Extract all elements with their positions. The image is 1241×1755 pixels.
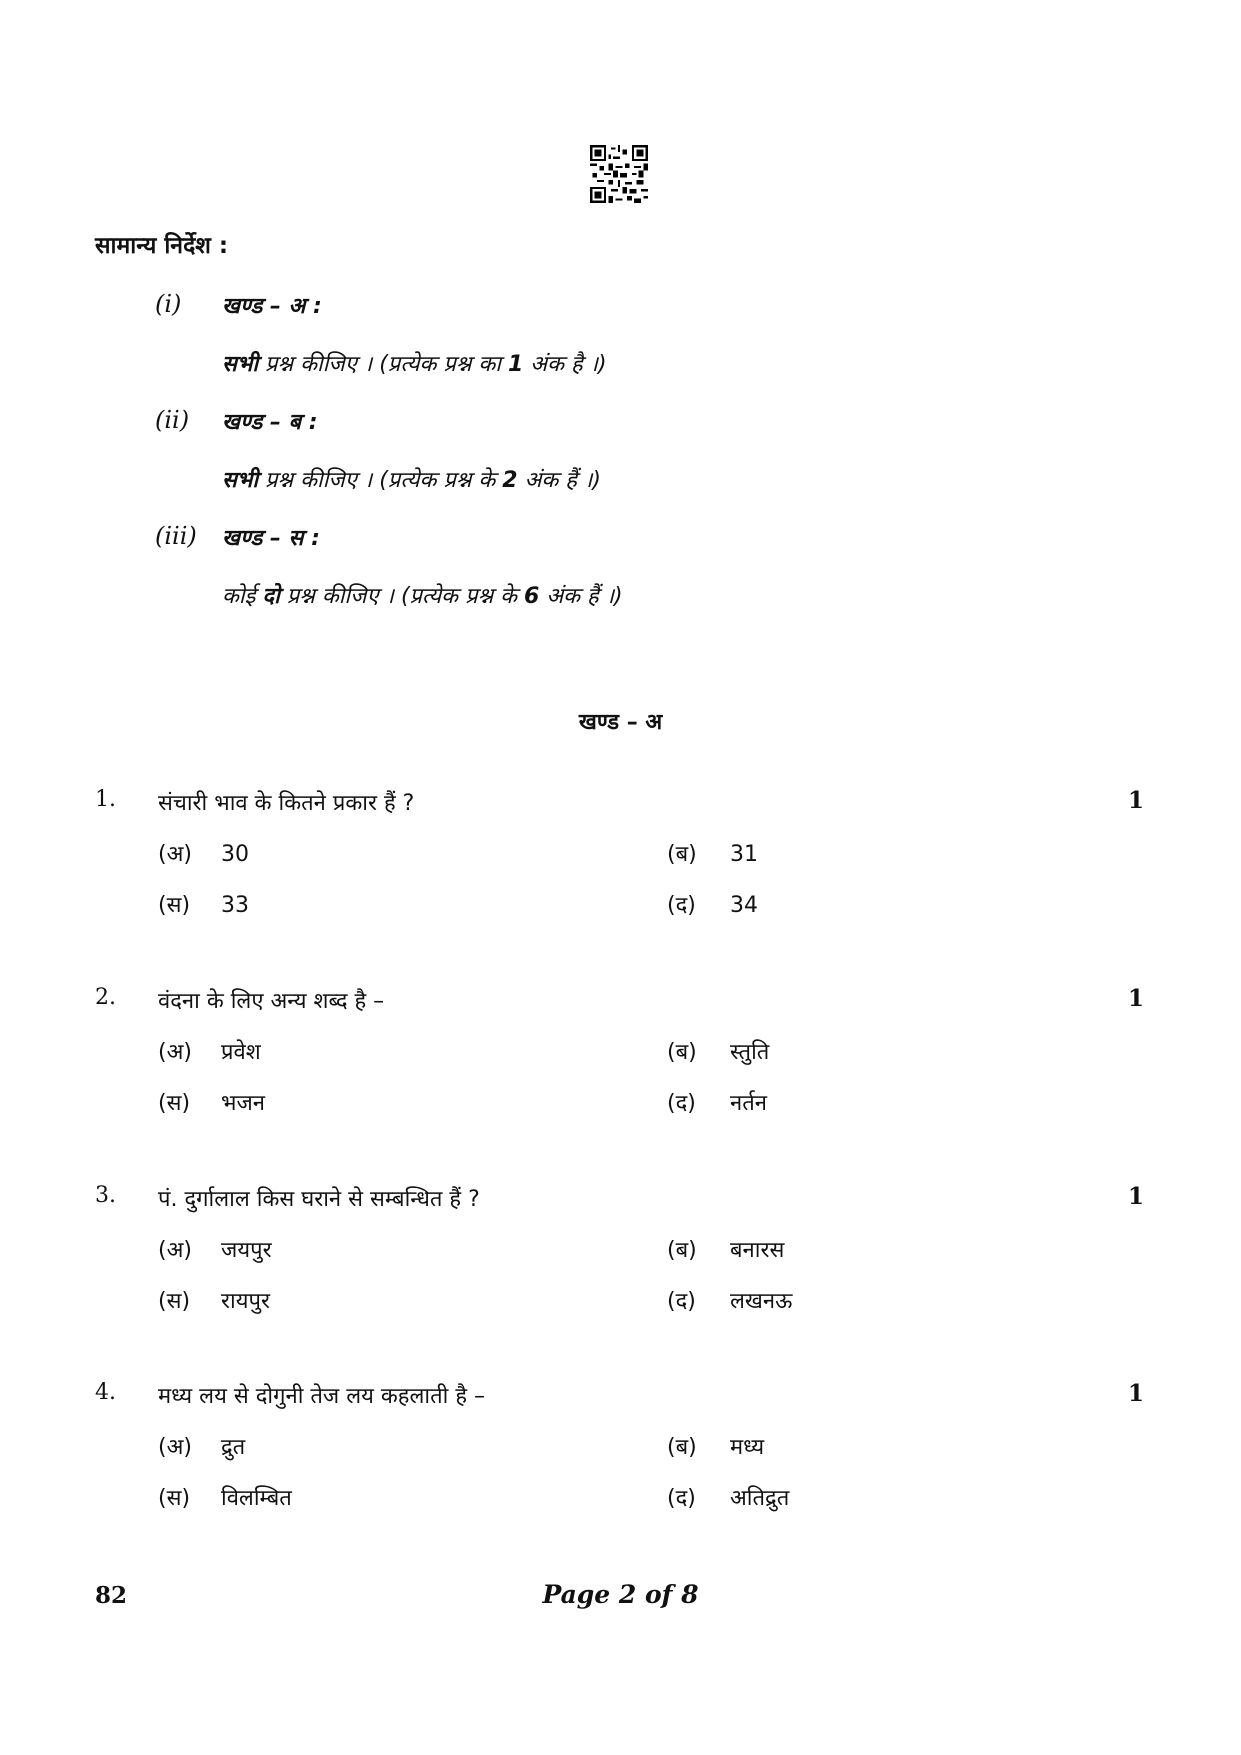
option-label: (स) xyxy=(158,1091,191,1116)
question-number: 2. xyxy=(95,985,116,1010)
option-label: (स) xyxy=(158,893,191,918)
option xyxy=(158,1285,270,1315)
option xyxy=(158,1036,261,1066)
option xyxy=(667,1234,784,1264)
option xyxy=(158,1087,265,1117)
instruction-text-rest: प्रश्न कीजिए । (प्रत्येक प्रश्न के xyxy=(258,468,503,493)
option-label: (ब) xyxy=(667,842,697,867)
option-label: (ब) xyxy=(667,1040,697,1065)
option-value: नर्तन xyxy=(730,1091,767,1116)
instruction-emphasis: सभी xyxy=(222,352,259,377)
option-label: (स) xyxy=(158,1486,191,1511)
option-label: (द) xyxy=(667,893,696,918)
page-number: Page 2 of 8 xyxy=(542,1580,699,1609)
option xyxy=(158,1234,272,1264)
option-value: स्तुति xyxy=(730,1040,770,1065)
instruction-text-rest: प्रश्न कीजिए । (प्रत्येक प्रश्न के xyxy=(279,584,525,609)
qr-code-icon xyxy=(590,145,648,203)
instruction-text-end: अंक हैं ।) xyxy=(517,468,601,493)
instruction-marks: 2 xyxy=(502,468,518,493)
question-number: 4. xyxy=(95,1380,116,1405)
option xyxy=(667,838,758,868)
instruction-text xyxy=(222,348,607,378)
instruction-section-title: खण्ड – ब : xyxy=(222,410,318,435)
option xyxy=(667,1431,764,1461)
option-value: द्रुत xyxy=(221,1435,246,1460)
instruction-section-title: खण्ड – स : xyxy=(222,526,320,551)
instruction-section-title: खण्ड – अ : xyxy=(222,294,322,319)
instruction-text-end: अंक हैं ।) xyxy=(539,584,623,609)
question-marks: 1 xyxy=(1128,1183,1145,1210)
question-number: 3. xyxy=(95,1183,116,1208)
option xyxy=(667,1087,767,1117)
instruction-number: (i) xyxy=(155,290,182,318)
option-value: 31 xyxy=(730,842,758,867)
option-value: विलम्बित xyxy=(221,1486,292,1511)
option-value: अतिद्रुत xyxy=(730,1486,790,1511)
question-text: वंदना के लिए अन्य शब्द है – xyxy=(158,989,385,1014)
option xyxy=(158,1431,245,1461)
instruction-marks: 6 xyxy=(524,584,540,609)
question-marks: 1 xyxy=(1128,787,1145,814)
option-value: प्रवेश xyxy=(221,1040,261,1065)
instruction-text xyxy=(222,464,601,494)
option-value: रायपुर xyxy=(221,1289,270,1314)
general-instructions-heading: सामान्य निर्देश : xyxy=(95,233,229,259)
option-value: 33 xyxy=(221,893,249,918)
option-label: (ब) xyxy=(667,1435,697,1460)
option-value: बनारस xyxy=(730,1238,785,1263)
option-value: मध्य xyxy=(730,1435,765,1460)
paper-code: 82 xyxy=(95,1582,128,1609)
option-value: लखनऊ xyxy=(730,1289,793,1314)
instruction-text-rest: प्रश्न कीजिए । (प्रत्येक प्रश्न का xyxy=(258,352,508,377)
instruction-number: (ii) xyxy=(155,406,190,434)
question-text: पं. दुर्गालाल किस घराने से सम्बन्धित हैं ? xyxy=(158,1187,480,1212)
option-label: (स) xyxy=(158,1289,191,1314)
question-marks: 1 xyxy=(1128,1380,1145,1407)
question-text: मध्य लय से दोगुनी तेज लय कहलाती है – xyxy=(158,1384,486,1409)
option-value: 30 xyxy=(221,842,249,867)
option xyxy=(158,1482,292,1512)
option-value: जयपुर xyxy=(221,1238,272,1263)
option xyxy=(158,838,249,868)
option-label: (अ) xyxy=(158,1435,192,1460)
option-label: (ब) xyxy=(667,1238,697,1263)
option-label: (द) xyxy=(667,1486,696,1511)
option-label: (अ) xyxy=(158,842,192,867)
instruction-text xyxy=(222,580,623,610)
question-number: 1. xyxy=(95,787,116,812)
question-marks: 1 xyxy=(1128,985,1145,1012)
option-value: भजन xyxy=(221,1091,266,1116)
instruction-number: (iii) xyxy=(155,522,197,550)
option-label: (द) xyxy=(667,1289,696,1314)
option xyxy=(667,1285,792,1315)
section-heading: खण्ड – अ xyxy=(578,710,663,735)
question-text: संचारी भाव के कितने प्रकार हैं ? xyxy=(158,791,415,816)
instruction-emphasis: दो xyxy=(262,584,280,609)
option-label: (द) xyxy=(667,1091,696,1116)
option xyxy=(667,889,758,919)
option-label: (अ) xyxy=(158,1238,192,1263)
instruction-text-prefix: कोई xyxy=(222,584,263,609)
option-value: 34 xyxy=(730,893,758,918)
option-label: (अ) xyxy=(158,1040,192,1065)
option xyxy=(667,1036,769,1066)
option xyxy=(667,1482,789,1512)
instruction-emphasis: सभी xyxy=(222,468,259,493)
instruction-text-end: अंक है ।) xyxy=(523,352,607,377)
instruction-marks: 1 xyxy=(508,352,524,377)
option xyxy=(158,889,249,919)
